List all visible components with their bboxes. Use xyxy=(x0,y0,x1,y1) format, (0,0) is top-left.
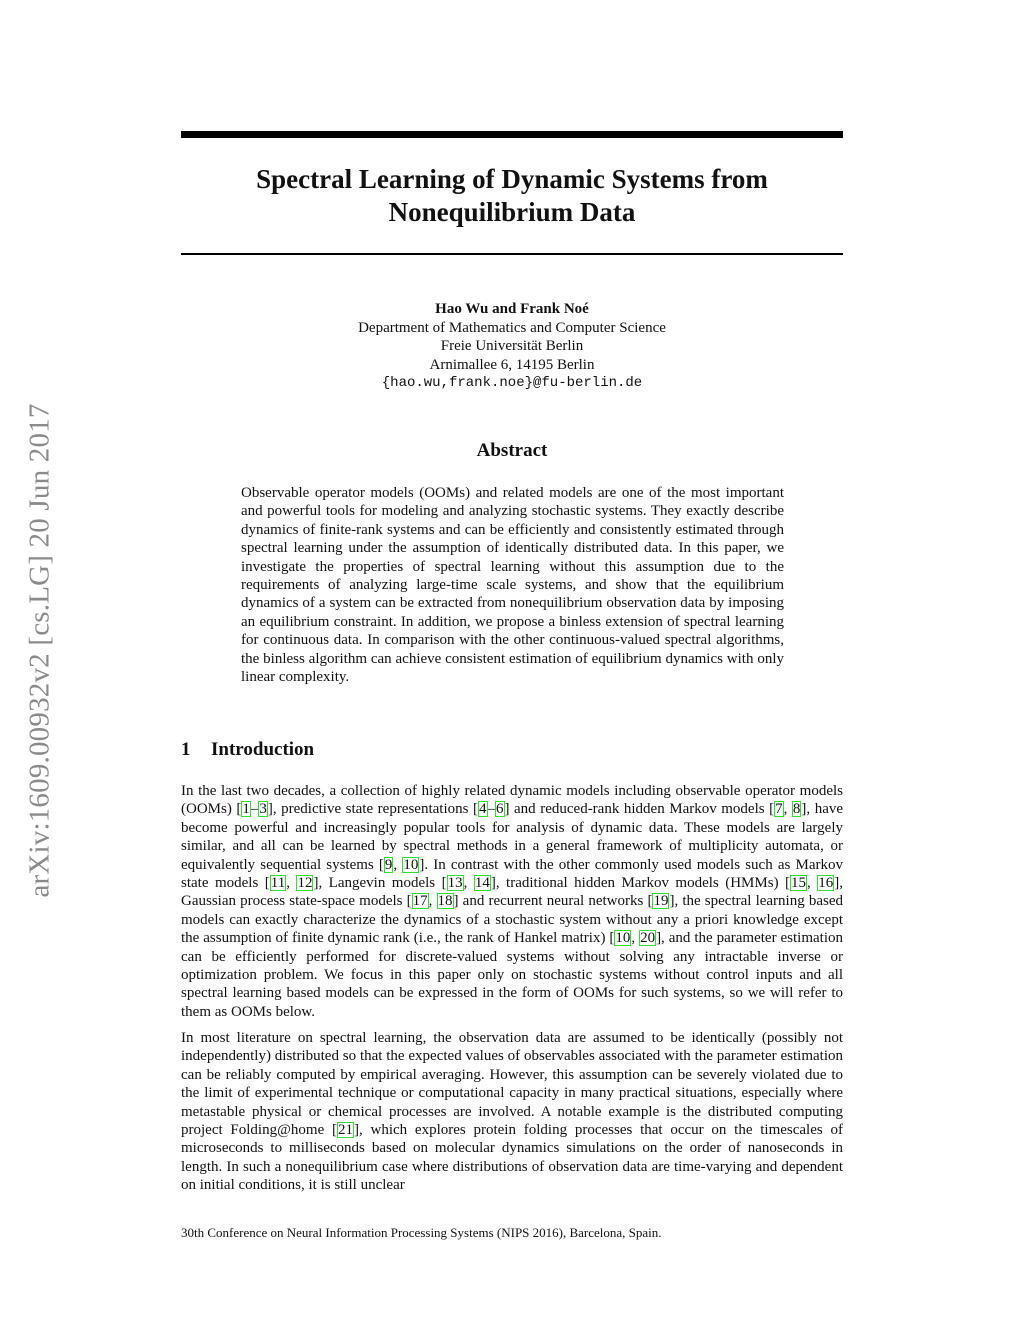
paragraph-text: ], predictive state representations [ xyxy=(267,801,478,818)
paragraph-text: , xyxy=(428,893,437,910)
paragraph-text: , xyxy=(807,875,818,892)
citation-link[interactable]: 18 xyxy=(437,893,453,910)
author-names: Hao Wu and Frank Noé xyxy=(435,301,589,317)
citation-link[interactable]: 11 xyxy=(270,875,286,892)
title-line-2: Nonequilibrium Data xyxy=(388,197,636,227)
section-number: 1 xyxy=(181,739,191,760)
author-block xyxy=(181,300,843,393)
section-heading-introduction xyxy=(181,739,314,761)
citation-link[interactable]: 3 xyxy=(259,801,267,818)
citation-link[interactable]: 10 xyxy=(403,856,419,873)
paragraph-text: ], Langevin models [ xyxy=(313,875,447,892)
citation-link[interactable]: 15 xyxy=(791,875,807,892)
citation-link[interactable]: 1 xyxy=(242,801,250,818)
arxiv-id: arXiv:1609.00932v2 [cs.LG] 20 Jun 2017 xyxy=(23,402,56,898)
citation-link[interactable]: 12 xyxy=(297,875,313,892)
citation-link[interactable]: 13 xyxy=(447,875,463,892)
citation-link[interactable]: 19 xyxy=(653,893,669,910)
paragraph-text: ], have become powerful and increasingly popular tools for analysis of dynamic data. These models are largely similar, and all can be learned by spectral methods in a general framework of multiplicity automata, or equivalently sequential systems [ xyxy=(181,801,844,873)
paragraph-text: ]. In contrast with the other commonly used models such as Markov state models [ xyxy=(181,856,843,892)
paragraph-text: ], Gaussian process state-space models [ xyxy=(181,875,844,910)
paragraph-text: , xyxy=(631,930,640,947)
citation-link[interactable]: 4 xyxy=(479,801,487,818)
paragraph-text: , xyxy=(783,801,792,818)
title-bottom-rule xyxy=(181,253,843,255)
paragraph-text: , xyxy=(393,856,403,873)
intro-paragraph-2 xyxy=(181,1029,843,1195)
paragraph-text: ], traditional hidden Markov models (HMMs) [ xyxy=(490,875,791,892)
paragraph-text: ], the spectral learning based models can exactly characterize the dynamics of a stochastic system without any a priori knowledge except the assumption of finite dynamic rank (i.e., the rank of Hankel matrix) [ xyxy=(181,893,843,947)
paper-title xyxy=(181,163,843,229)
citation-link[interactable]: 10 xyxy=(615,930,631,947)
citation-link[interactable]: 7 xyxy=(775,801,783,818)
citation-link[interactable]: 20 xyxy=(640,930,656,947)
author-email: {hao.wu,frank.noe}@fu-berlin.de xyxy=(381,375,643,391)
paragraph-text: ], and the parameter estimation can be efficiently performed for discrete-valued systems without solving any intractable inverse or optimization problem. We focus in this paper only on stochastic systems without control inputs and all spectral learning based models can be expressed in the form of OOMs for such systems, so we will refer to them as OOMs below. xyxy=(181,930,843,1020)
citation-link[interactable]: 16 xyxy=(818,875,834,892)
paragraph-text: ] and recurrent neural networks [ xyxy=(453,893,653,910)
author-address: Arnimallee 6, 14195 Berlin xyxy=(429,356,595,373)
paragraph-text: , xyxy=(463,875,474,892)
paragraph-text: ] and reduced-rank hidden Markov models [ xyxy=(504,801,775,818)
conference-footnote: 30th Conference on Neural Information Processing Systems (NIPS 2016), Barcelona, Spain. xyxy=(181,1225,662,1240)
citation-link[interactable]: 8 xyxy=(792,801,801,818)
title-line-1: Spectral Learning of Dynamic Systems from xyxy=(256,164,768,194)
citation-link[interactable]: 6 xyxy=(496,801,504,818)
abstract-heading: Abstract xyxy=(476,440,548,461)
citation-link[interactable]: 17 xyxy=(412,893,428,910)
intro-paragraph-1 xyxy=(181,782,843,1021)
paragraph-text: – xyxy=(487,801,495,818)
paragraph-text: In the last two decades, a collection of highly related dynamic models including observable operator models (OOMs) [ xyxy=(181,783,843,818)
paragraph-text: – xyxy=(250,801,259,818)
paragraph-text: In most literature on spectral learning, the observation data are assumed to be identically (possibly not independently) distributed so that the expected values of observables associated with the parameter estimation can be reliably computed by empirical averaging. However, this assumption can be severely violated due to the limit of experimental technique or computational capacity in many practical situations, especially where metastable physical or chemical processes are involved. A notable example is the distributed computing project Folding@home [ xyxy=(181,1030,843,1139)
paragraph-text: ], which explores protein folding processes that occur on the timescales of microseconds to milliseconds based on molecular dynamics simulations on the order of nanoseconds in length. In such a nonequilibrium case where distributions of observation data are time-varying and dependent on initial conditions, it is still unclear xyxy=(181,1122,843,1194)
citation-link[interactable]: 14 xyxy=(474,875,490,892)
abstract-text: Observable operator models (OOMs) and related models are one of the most important and powerful tools for modeling and analyzing stochastic systems. They exactly describe dynamics of finite-rank systems and can be efficiently and consistently estimated through spectral learning under the assumption of identically distributed data. In this paper, we investigate the properties of spectral learning without this assumption due to the requirements of analyzing large-time scale systems, and show that the equilibrium dynamics of a system can be extracted from nonequilibrium observation data by imposing an equilibrium constraint. In addition, we propose a binless extension of spectral learning for continuous data. In comparison with the other continuous-valued spectral algorithms, the binless algorithm can achieve consistent estimation of equilibrium dynamics with only linear complexity. xyxy=(241,485,784,686)
paragraph-text: , xyxy=(286,875,297,892)
author-university: Freie Universität Berlin xyxy=(440,338,584,354)
section-title: Introduction xyxy=(211,739,315,760)
citation-link[interactable]: 9 xyxy=(384,856,393,873)
citation-link[interactable]: 21 xyxy=(337,1122,353,1139)
arxiv-stamp xyxy=(6,360,74,940)
author-department: Department of Mathematics and Computer Science xyxy=(358,319,666,336)
title-top-rule xyxy=(181,131,843,138)
